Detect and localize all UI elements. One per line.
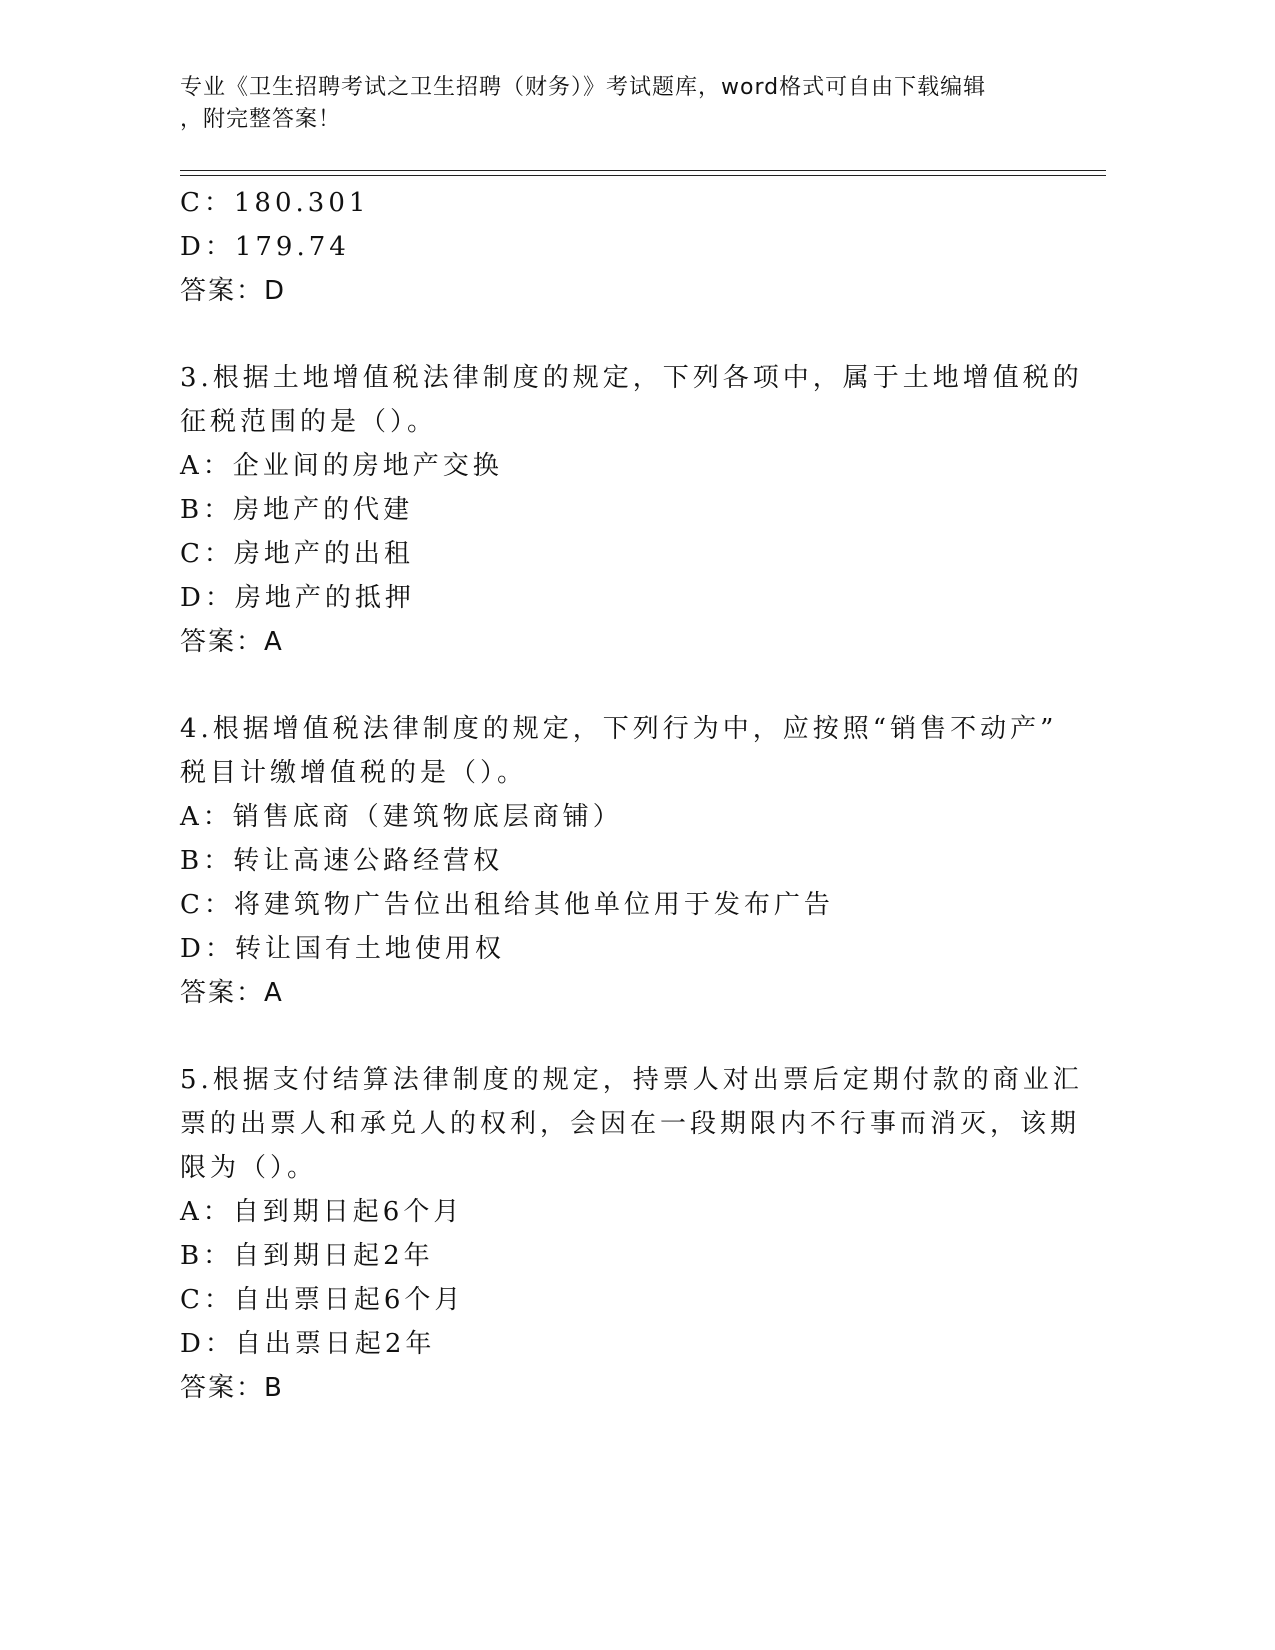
q4-stem-line-2: 税目计缴增值税的是（）。 [180, 758, 528, 788]
header-divider-top [180, 170, 1106, 171]
q3-option-a: A：企业间的房地产交换 [180, 451, 503, 481]
q3-stem-line-2: 征税范围的是（）。 [180, 407, 438, 437]
q5-stem-line-1: 5.根据支付结算法律制度的规定，持票人对出票后定期付款的商业汇 [180, 1065, 1083, 1095]
q2-answer: 答案：D [180, 276, 287, 306]
q3-stem-line-1: 3.根据土地增值税法律制度的规定，下列各项中，属于土地增值税的 [180, 363, 1083, 393]
document-header [180, 72, 1060, 136]
spacer [180, 664, 1080, 707]
q4-answer: 答案：A [180, 978, 284, 1008]
q3-option-c: C：房地产的出租 [180, 539, 414, 569]
q4-option-d: D：转让国有土地使用权 [180, 934, 505, 964]
spacer [180, 1015, 1080, 1058]
q5-option-c: C：自出票日起6个月 [180, 1285, 465, 1315]
q3-answer: 答案：A [180, 627, 284, 657]
q4-option-b: B：转让高速公路经营权 [180, 846, 504, 876]
question-4 [180, 707, 1080, 1015]
q3-option-b: B：房地产的代建 [180, 495, 414, 525]
q5-stem-line-2: 票的出票人和承兑人的权利，会因在一段期限内不行事而消灭，该期 [180, 1109, 1081, 1139]
q2-option-c: C：180.301 [180, 188, 370, 218]
q4-option-a: A：销售底商（建筑物底层商铺） [180, 802, 623, 832]
q2-option-d: D：179.74 [180, 232, 350, 262]
q5-option-d: D：自出票日起2年 [180, 1329, 436, 1359]
question-2-tail [180, 181, 1080, 313]
spacer [180, 313, 1080, 356]
header-title-line-2: ，附完整答案！ [180, 107, 342, 132]
q5-option-a: A：自到期日起6个月 [180, 1197, 464, 1227]
q4-stem-line-1: 4.根据增值税法律制度的规定，下列行为中，应按照“销售不动产” [180, 714, 1058, 744]
q5-answer: 答案：B [180, 1373, 284, 1403]
q5-option-b: B：自到期日起2年 [180, 1241, 434, 1271]
q3-option-d: D：房地产的抵押 [180, 583, 415, 613]
question-3 [180, 356, 1083, 664]
document-body [180, 181, 1083, 1410]
header-title-line-1: 专业《卫生招聘考试之卫生招聘（财务）》考试题库，word格式可自由下载编辑 [180, 75, 987, 100]
q5-stem-line-3: 限为（）。 [180, 1153, 318, 1183]
question-5 [180, 1058, 1083, 1410]
header-divider-bottom [180, 175, 1106, 176]
q4-option-c: C：将建筑物广告位出租给其他单位用于发布广告 [180, 890, 834, 920]
